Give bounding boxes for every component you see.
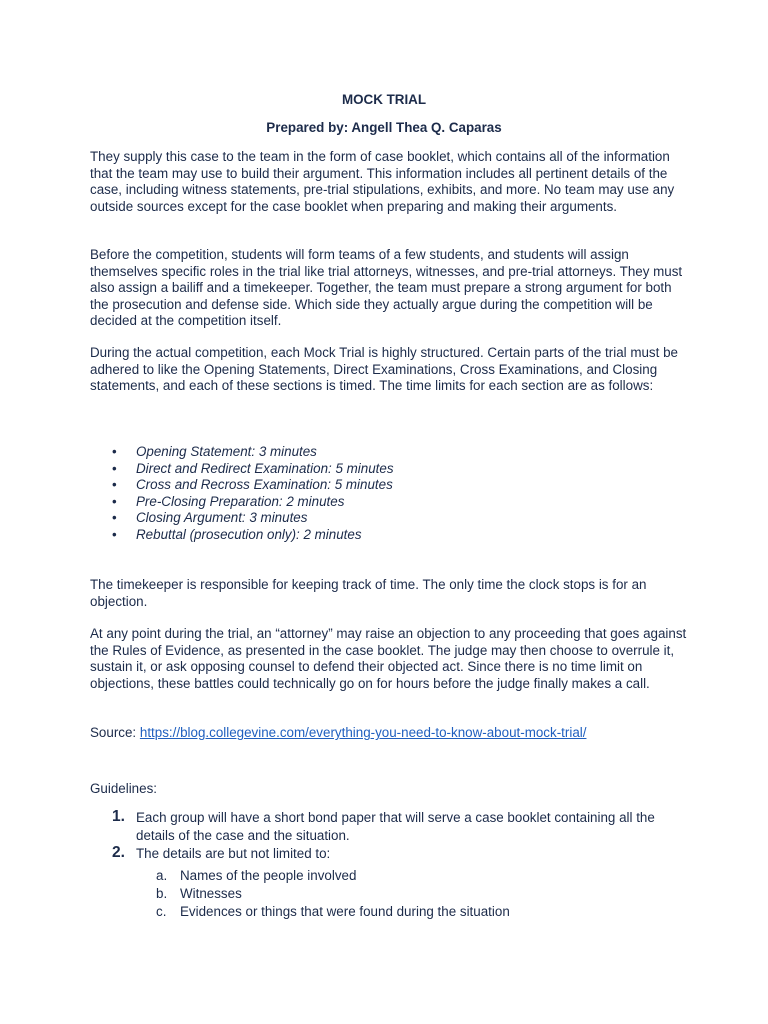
bullet-icon: • (112, 444, 117, 459)
list-item: • Pre-Closing Preparation: 2 minutes (112, 493, 345, 509)
list-letter: c. (156, 903, 167, 919)
bullet-icon: • (112, 526, 117, 542)
document-title: MOCK TRIAL (341, 92, 427, 107)
list-item: b. Witnesses (156, 885, 242, 901)
guidelines-heading: Guidelines: (90, 781, 157, 796)
bullet-icon: • (112, 510, 117, 526)
list-item: • Rebuttal (prosecution only): 2 minutes (112, 526, 362, 542)
paragraph-objections: At any point during the trial, an “attorney” may raise an objection to any proceeding that goes against the Rules of Evidence, as presented in the case booklet. The judge may then choose to overrule it, sustain it, or ask opposing counsel to defend their objected act. Since there is no time limit on objections, these battles could technically go on for hours before the judge finally makes a call. (90, 626, 687, 691)
paragraph-timekeeper: The timekeeper is responsible for keeping track of time. The only time the clock stops is for an objection. (90, 577, 647, 609)
guidelines-list (112, 809, 682, 863)
details-list (156, 867, 510, 920)
list-letter: a. (156, 868, 168, 883)
list-item: • Direct and Redirect Examination: 5 minutes (112, 460, 394, 476)
time-limits-list (112, 444, 672, 544)
paragraph-case-booklet: They supply this case to the team in the form of case booklet, which contains all of the information that the team may use to build their argument. This information includes all pertinent details of the case, including witness statements, pre-trial stipulations, exhibits, and more. No team may use any outside sources except for the case booklet when preparing and making their arguments. (90, 149, 675, 214)
list-item: c. Evidences or things that were found during the situation (156, 903, 510, 919)
paragraph-team-roles: Before the competition, students will form teams of a few students, and students will assign themselves specific roles in the trial like trial attorneys, witnesses, and pre-trial attorneys. They must also assign a bailiff and a timekeeper. Together, the team must prepare a strong argument for both the prosecution and defense side. Which side they actually argue during the competition will be decided at the competition itself. (90, 247, 683, 329)
paragraph-competition-structure: During the actual competition, each Mock Trial is highly structured. Certain parts of the trial must be adhered to like the Opening Statements, Direct Examinations, Cross Examinations, and Closing statements, and each of these sections is timed. The time limits for each section are as follows: (90, 345, 678, 394)
list-number: 1. (112, 808, 125, 825)
source-label: Source: (90, 725, 137, 740)
list-number: 2. (112, 844, 125, 861)
list-item: 1. Each group will have a short bond paper that will serve a case booklet containing all the details of the case and the situation. (112, 808, 655, 843)
list-letter: b. (156, 885, 168, 901)
bullet-icon: • (112, 493, 117, 509)
source-link[interactable]: https://blog.collegevine.com/everything-you-need-to-know-about-mock-trial/ (139, 725, 587, 740)
source-line (90, 725, 586, 742)
bullet-icon: • (112, 460, 117, 476)
list-item: 2. The details are but not limited to: (112, 844, 331, 861)
list-item: • Opening Statement: 3 minutes (112, 444, 317, 459)
list-item: • Cross and Recross Examination: 5 minutes (112, 477, 393, 493)
list-item: • Closing Argument: 3 minutes (112, 510, 308, 526)
list-item: a. Names of the people involved (156, 868, 357, 883)
prepared-by: Prepared by: Angell Thea Q. Caparas (266, 120, 502, 135)
bullet-icon: • (112, 477, 117, 493)
